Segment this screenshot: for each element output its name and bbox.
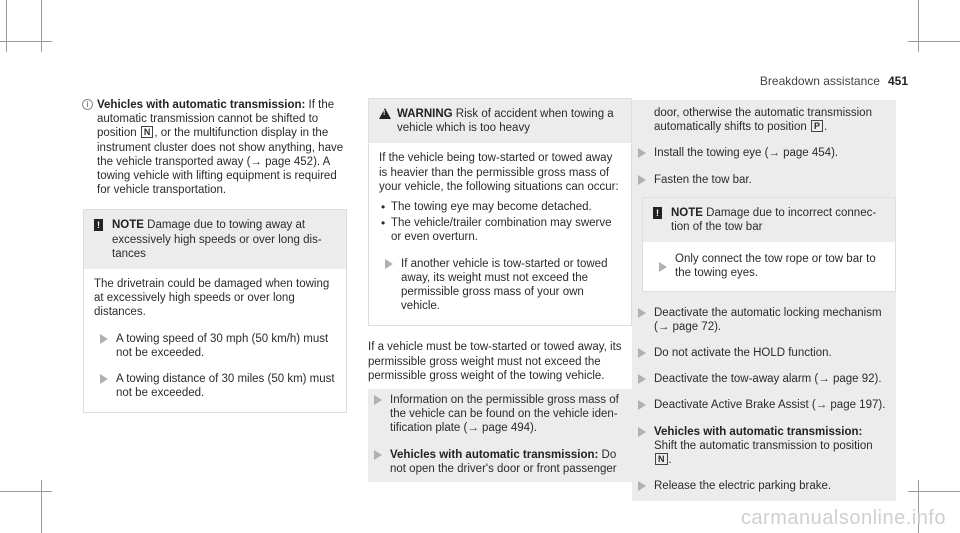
step-arrow-icon xyxy=(638,308,646,318)
page-header xyxy=(760,74,908,88)
column-3 xyxy=(632,100,896,501)
warning-box xyxy=(368,98,632,326)
step-lead: Vehicles with automatic transmission: xyxy=(654,425,863,438)
continued-text: door, otherwise the automatic transmission automatically shifts to position P . xyxy=(654,107,872,134)
step-arrow-icon xyxy=(638,400,646,410)
step-text: Install the towing eye (→ page 454). xyxy=(654,147,839,160)
section-title: Breakdown assistance xyxy=(759,74,880,88)
note-icon: ! xyxy=(94,219,103,231)
sequence-step xyxy=(654,306,886,334)
note-step xyxy=(94,372,336,400)
step-arrow-icon xyxy=(638,348,646,358)
step-text: Do not open the driver's door or front passenger xyxy=(390,448,617,475)
sequence-step xyxy=(390,393,622,436)
warning-icon xyxy=(379,108,391,119)
crop-mark xyxy=(0,41,52,42)
sequence-step: Vehicles with automatic transmission: Shift the automatic transmission to position N . xyxy=(654,425,886,468)
sequence-step xyxy=(654,372,886,386)
step-text: If another vehicle is tow-started or towed away, its weight must not exceed the permissible gross mass of your own vehicle. xyxy=(401,257,608,313)
step-text: Only connect the tow rope or tow bar to the towing eyes. xyxy=(675,253,876,280)
sequence-step xyxy=(390,448,622,476)
sequence-step xyxy=(654,146,886,160)
note-step xyxy=(94,332,336,360)
watermark: carmanualsonline.info xyxy=(740,506,946,529)
step-arrow-icon xyxy=(638,481,646,491)
note-header xyxy=(643,198,895,242)
step-arrow-icon xyxy=(659,262,667,272)
step-arrow-icon xyxy=(374,450,382,460)
step-text: Do not activate the HOLD function. xyxy=(654,347,832,360)
note-head-text: Damage due to towing away at excessively high speeds or over long distances xyxy=(112,219,322,260)
step-arrow-icon xyxy=(638,148,646,158)
warning-step xyxy=(379,257,621,314)
warning-header xyxy=(369,99,631,143)
step-sequence xyxy=(368,389,632,482)
step-sequence-continued xyxy=(632,100,896,501)
crop-mark xyxy=(6,0,7,52)
note-body xyxy=(643,242,895,290)
step-arrow-icon xyxy=(385,259,393,269)
step-arrow-icon xyxy=(100,374,108,384)
warning-bullets xyxy=(379,200,621,245)
step-text: A towing speed of 30 mph (50 km/h) must not be exceeded. xyxy=(116,332,329,359)
warning-body xyxy=(369,143,631,325)
info-lead: Vehicles with automatic transmission: xyxy=(97,99,306,111)
note-title: NOTE xyxy=(671,206,703,219)
note-icon: ! xyxy=(653,207,662,219)
note-body xyxy=(84,269,346,412)
gear-n-symbol: N xyxy=(141,126,154,138)
step-arrow-icon xyxy=(100,334,108,344)
step-text: A towing distance of 30 miles (50 km) must not be exceeded. xyxy=(116,373,335,400)
towing-paragraph: If a vehicle must be tow-started or towed away, its permissible gross weight must not exceed the permissible gross weight of the towing vehicle. xyxy=(368,341,622,382)
step-text: Release the electric parking brake. xyxy=(654,480,832,493)
bullet-item: • The towing eye may become detached. xyxy=(379,200,621,214)
info-text-2: , or the multifunction display in the instrument cluster does not show anything, have the vehicle transported away (→ page 452). A towing vehicle with lifting equipment is required for vehicle transportation. xyxy=(97,127,344,197)
step-text: Deactivate the automatic locking mechanism (→ page 72). xyxy=(654,306,882,333)
bullet-item: • The vehicle/trailer combination may swerve or even overturn. xyxy=(379,216,621,244)
note-header xyxy=(84,210,346,269)
gear-p-symbol: P xyxy=(811,120,823,132)
crop-mark xyxy=(41,480,42,533)
step-arrow-icon xyxy=(638,175,646,185)
column-1 xyxy=(83,98,347,413)
crop-mark xyxy=(908,41,960,42)
step-text: Deactivate the tow-away alarm (→ page 92). xyxy=(654,373,882,386)
crop-mark xyxy=(918,0,919,52)
column-2 xyxy=(368,98,632,482)
note-step xyxy=(653,252,885,280)
step-arrow-icon xyxy=(374,395,382,405)
page-number: 451 xyxy=(887,74,908,88)
info-icon: i xyxy=(82,99,93,110)
note-box xyxy=(83,209,347,413)
sequence-step xyxy=(654,173,886,187)
crop-mark xyxy=(0,491,52,492)
continued-step-text: door, otherwise the automatic transmission automatically shifts to position xyxy=(654,107,872,134)
info-text: If the automatic transmission cannot be shifted to position xyxy=(97,99,335,140)
gear-n-symbol: N xyxy=(655,453,668,465)
warning-body-text: If the vehicle being tow-started or towed away is heavier than the permissible gross mass of your vehicle, the following situations can occur: xyxy=(379,152,619,193)
note-box xyxy=(642,197,896,292)
step-text: Fasten the tow bar. xyxy=(654,173,752,186)
crop-mark xyxy=(908,491,960,492)
step-arrow-icon xyxy=(638,374,646,384)
step-text: Shift the automatic transmission to position xyxy=(654,439,873,452)
note-head-text: Damage due to incorrect connection of the tow bar xyxy=(671,206,877,234)
crop-mark xyxy=(41,0,42,52)
sequence-step xyxy=(654,346,886,360)
warning-title: WARNING xyxy=(397,108,453,120)
sequence-step xyxy=(654,479,886,493)
note-title: NOTE xyxy=(112,219,144,232)
warning-head-text: Risk of accident when towing a vehicle which is too heavy xyxy=(397,108,614,135)
info-paragraph xyxy=(83,98,347,197)
sequence-step xyxy=(654,398,886,412)
step-text: Deactivate Active Brake Assist (→ page 197). xyxy=(654,399,886,412)
step-arrow-icon xyxy=(638,427,646,437)
step-text: Information on the permissible gross mass of the vehicle can be found on the vehicle identification plate (→ page 494). xyxy=(390,394,619,435)
note-body-text: The drivetrain could be damaged when towing at excessively high speeds or over long distances. xyxy=(94,278,330,319)
step-lead: Vehicles with automatic transmission: xyxy=(390,448,599,461)
